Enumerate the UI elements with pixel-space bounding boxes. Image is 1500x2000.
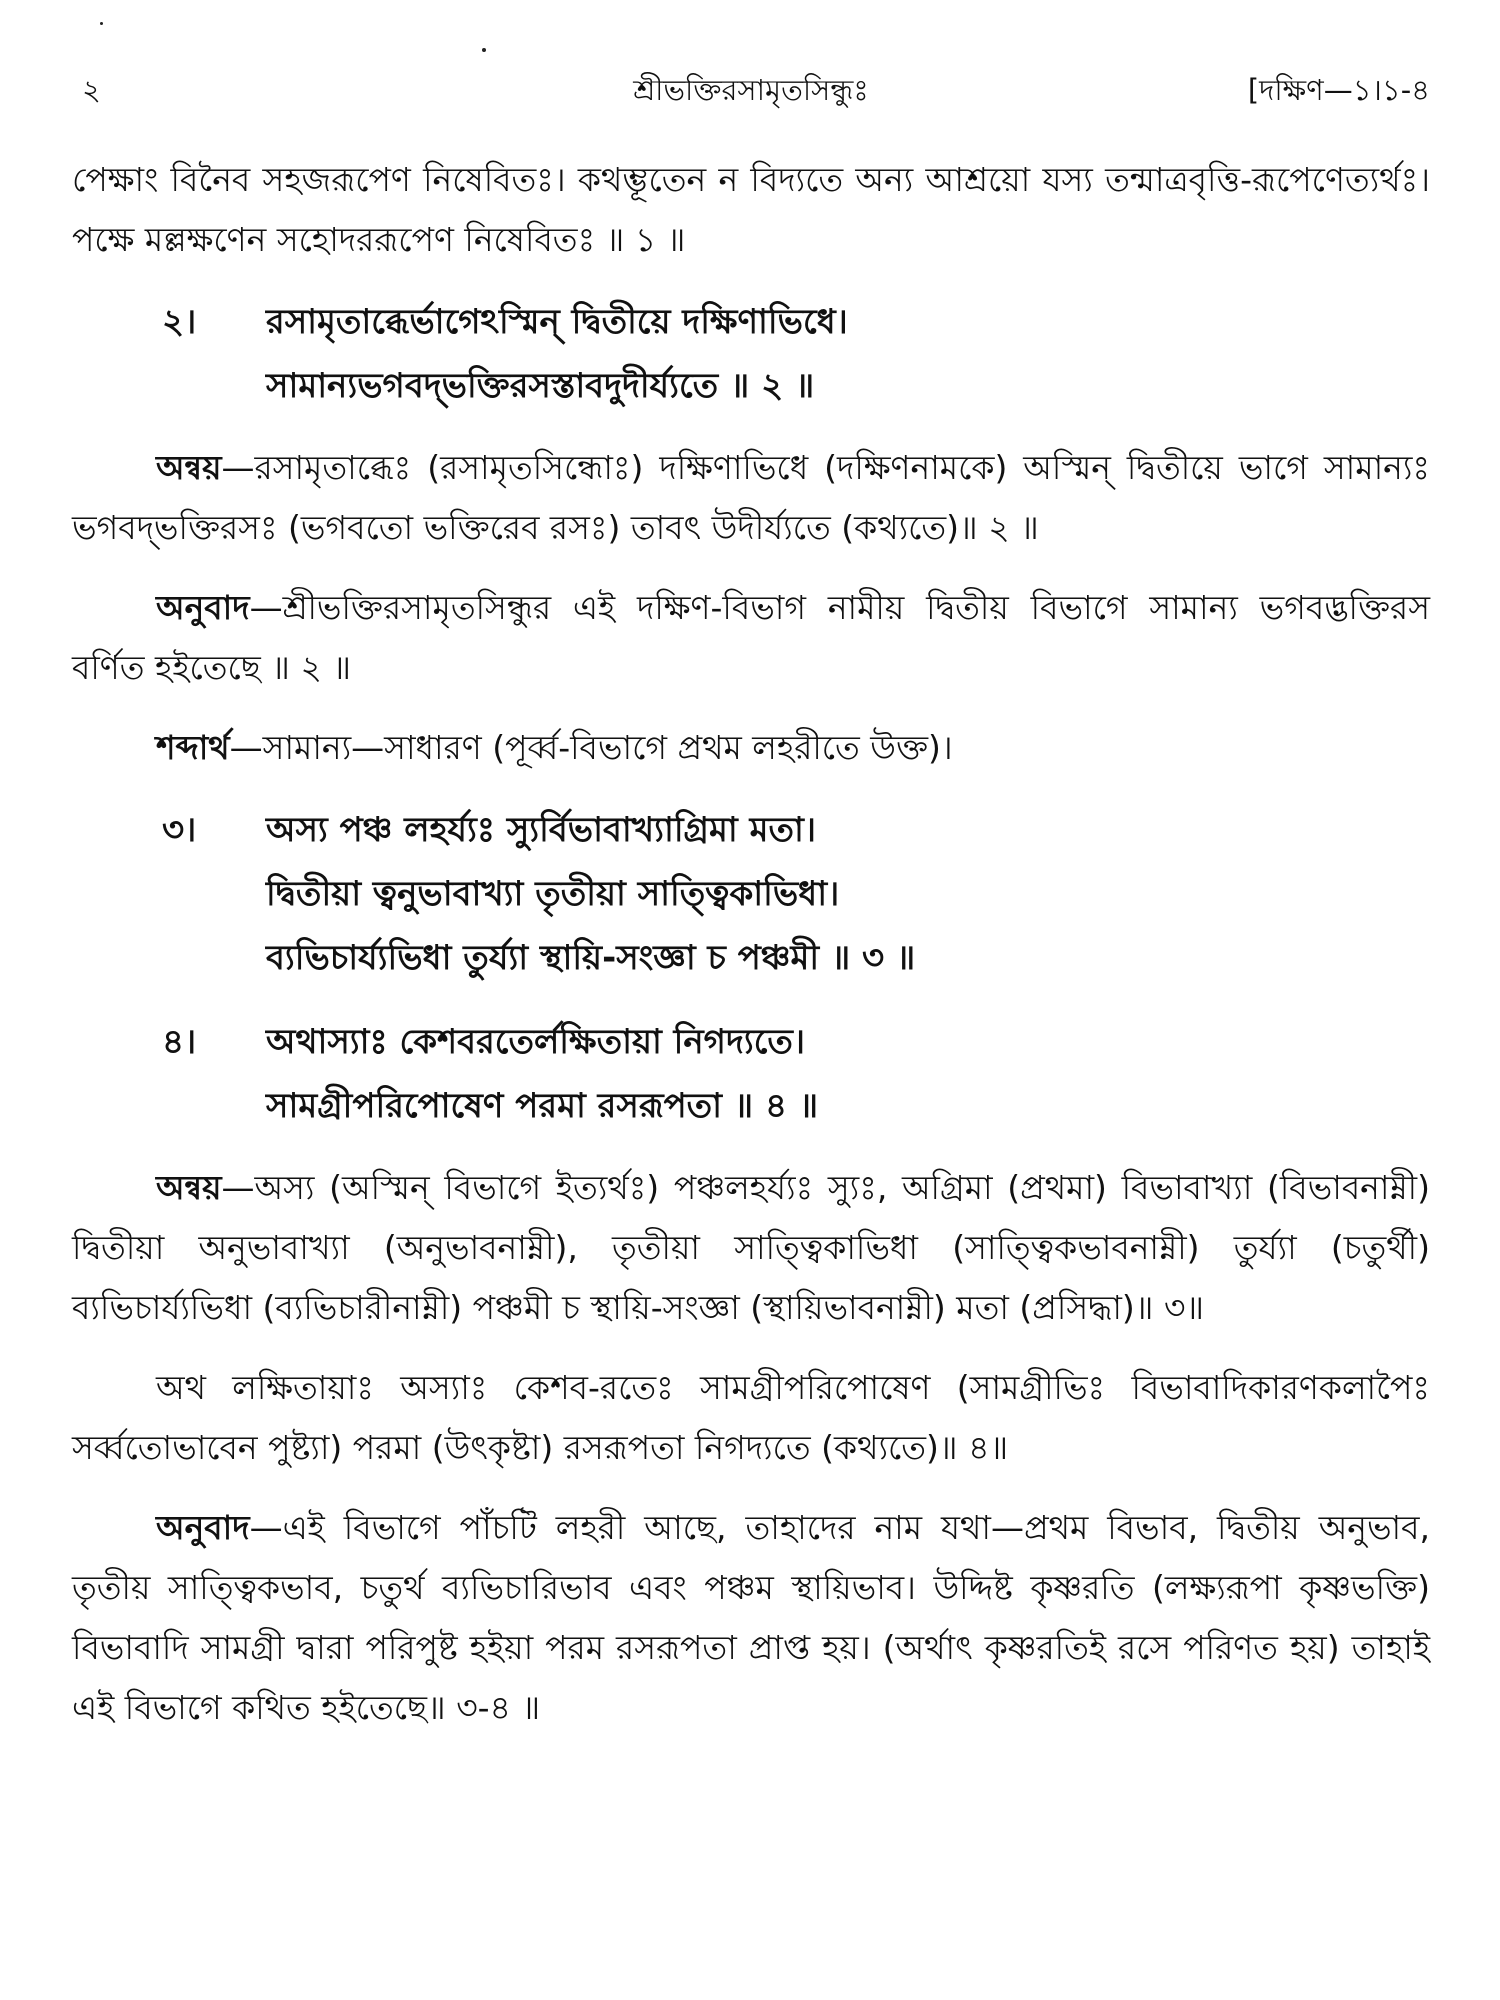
translation-text: —এই বিভাগে পাঁচটি লহরী আছে, তাহাদের নাম যথা—প্রথম বিভাব, দ্বিতীয় অনুভাব, তৃতীয় সাত্ত্বিকভাব, চতুর্থ ব্যভিচারিভাব এবং পঞ্চম স্থায়িভাব। উদ্দিষ্ট কৃষ্ণরতি (লক্ষ্যরূপা কৃষ্ণভক্তি) বিভাবাদি সামগ্রী দ্বারা পরিপুষ্ট হইয়া পরম রসরূপতা প্রাপ্ত হয়। (অর্থাৎ কৃষ্ণরতিই রসে পরিণত হয়) তাহাই এই বিভাগে কথিত হইতেছে॥ ৩-৪ ॥ xyxy=(72,1508,1430,1727)
section-reference: [দক্ষিণ—১।১-৪ xyxy=(1247,73,1430,107)
translation-label: অনুবাদ xyxy=(156,1508,250,1547)
translation-text: —শ্রীভক্তিরসামৃতসিন্ধুর এই দক্ষিণ-বিভাগ নামীয় দ্বিতীয় বিভাগে সামান্য ভগবদ্ভক্তিরস বর্ণিত হইতেছে ॥ ২ ॥ xyxy=(72,588,1430,687)
page-body xyxy=(72,150,1430,1758)
anvay-paragraph xyxy=(72,438,1430,558)
verse-number: ৩। xyxy=(162,810,197,850)
verse-lines xyxy=(266,290,1430,418)
word-meaning-paragraph xyxy=(72,718,1430,778)
verse-3 xyxy=(72,798,1430,990)
commentary-paragraph: অথ লক্ষিতায়াঃ অস্যাঃ কেশব-রতেঃ সামগ্রীপরিপোষেণ (সামগ্রীভিঃ বিভাবাদিকারণকলাপৈঃ সর্ব্বতোভাবেন পুষ্ট্যা) পরমা (উৎকৃষ্টা) রসরূপতা নিগদ্যতে (কথ্যতে)॥ ৪॥ xyxy=(72,1368,1430,1467)
verse-number: ৪। xyxy=(162,1022,197,1062)
translation-label: অনুবাদ xyxy=(156,588,250,627)
verse-2 xyxy=(72,290,1430,418)
anvay-text: —রসামৃতাব্ধেঃ (রসামৃতসিন্ধোঃ) দক্ষিণাভিধে (দক্ষিণনামকে) অস্মিন্ দ্বিতীয়ে ভাগে সামান্যঃ ভগবদ্‌ভক্তিরসঃ (ভগবতো ভক্তিরেব রসঃ) তাবৎ উদীর্য্যতে (কথ্যতে)॥ ২ ॥ xyxy=(72,448,1430,547)
verse-line: ব্যভিচার্য্যভিধা তুর্য্যা স্থায়ি-সংজ্ঞা চ পঞ্চমী ॥ ৩ ॥ xyxy=(266,938,916,978)
verse-number: ২। xyxy=(162,302,197,342)
print-speck xyxy=(482,48,486,52)
verse-line: অথাস্যাঃ কেশবরতের্লক্ষিতায়া নিগদ্যতে। xyxy=(266,1022,806,1062)
commentary-paragraph: পেক্ষাং বিনৈব সহজরূপেণ নিষেবিতঃ। কথম্ভূতেন ন বিদ্যতে অন্য আশ্রয়ো যস্য তন্মাত্রবৃত্তি-রূপেণেত্যর্থঃ। পক্ষে মল্লক্ষণেন সহোদররূপেণ নিষেবিতঃ ॥ ১ ॥ xyxy=(72,160,1430,259)
anvay-text: —অস্য (অস্মিন্ বিভাগে ইত্যর্থঃ) পঞ্চলহর্য্যঃ স্যুঃ, অগ্রিমা (প্রথমা) বিভাবাখ্যা (বিভাবনাম্নী) দ্বিতীয়া অনুভাবাখ্যা (অনুভাবনাম্নী), তৃতীয়া সাত্ত্বিকাভিধা (সাত্ত্বিকভাবনাম্নী) তুর্য্যা (চতুর্থী) ব্যভিচার্য্যভিধা (ব্যভিচারীনাম্নী) পঞ্চমী চ স্থায়ি-সংজ্ঞা (স্থায়িভাবনাম্নী) মতা (প্রসিদ্ধা)॥ ৩॥ xyxy=(72,1168,1430,1327)
verse-line: দ্বিতীয়া ত্বনুভাবাখ্যা তৃতীয়া সাত্ত্বিকাভিধা। xyxy=(266,874,840,914)
anvay-label: অন্বয় xyxy=(156,448,222,487)
verse-lines xyxy=(266,1010,1430,1138)
page-header xyxy=(72,68,1430,118)
translation-paragraph xyxy=(72,1498,1430,1738)
running-title: শ্রীভক্তিরসামৃতসিন্ধুঃ xyxy=(633,73,869,107)
verse-line: অস্য পঞ্চ লহর্য্যঃ স্যুর্বিভাবাখ্যাগ্রিমা মতা। xyxy=(266,810,817,850)
verse-4 xyxy=(72,1010,1430,1138)
print-speck xyxy=(100,22,103,25)
word-meaning-text: —সামান্য—সাধারণ (পূর্ব্ব-বিভাগে প্রথম লহরীতে উক্ত)। xyxy=(229,728,953,767)
verse-lines xyxy=(266,798,1430,990)
verse-line: রসামৃতাব্ধের্ভাগেঽস্মিন্ দ্বিতীয়ে দক্ষিণাভিধে। xyxy=(266,302,848,342)
anvay-paragraph xyxy=(72,1158,1430,1338)
word-meaning-label: শব্দার্থ xyxy=(156,728,230,767)
verse-line: সামগ্রীপরিপোষেণ পরমা রসরূপতা ॥ ৪ ॥ xyxy=(266,1086,819,1126)
verse-line: সামান্যভগবদ্‌ভক্তিরসস্তাবদুদীর্য্যতে ॥ ২ ॥ xyxy=(266,366,815,406)
translation-paragraph xyxy=(72,578,1430,698)
page-number: ২ xyxy=(82,73,101,107)
anvay-label: অন্বয় xyxy=(156,1168,222,1207)
